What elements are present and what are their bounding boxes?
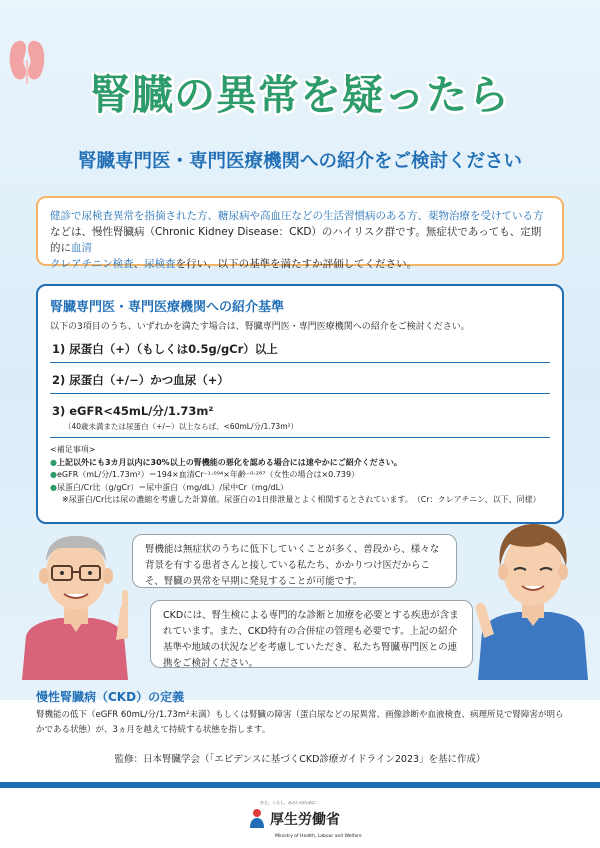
speech-bubble-right: CKDには、腎生検による専門的な診断と加療を必要とする疾患が含まれています。また、CKD特有の合併症の管理も必要です。上記の紹介基準や地域の状況などを考慮していただき、私たち腎臓専門医との連携をご検討ください。: [150, 600, 473, 668]
ckd-definition-text: 腎機能の低下（eGFR 60mL/分/1.73m²未満）もしくは腎臓の障害（蛋白尿などの尿異常、画像診断や血液検査、病理所見で腎障害が明らかである状態）が、3ヵ月を越えて持続する状態を指します。: [36, 710, 564, 735]
criteria-item-3: 3) eGFR<45mL/分/1.73m² （40歳未満または尿蛋白（+/−）以上ならば、<60mL/分/1.73m²）: [50, 394, 550, 438]
page-title: 腎臓の異常を疑ったら: [90, 71, 510, 119]
criteria-item-1: 1) 尿蛋白（+）（もしくは0.5g/gCr）以上: [50, 332, 550, 363]
logo-tagline: ひと、くらし、みらいのために: [260, 800, 316, 805]
criteria-title: 腎臓専門医・専門医療機関への紹介基準: [50, 300, 285, 315]
footer-band: [0, 782, 600, 788]
intro-box: [36, 196, 564, 270]
mhlw-emblem-icon: [248, 808, 266, 830]
intro-line1: 健診で尿検査異常を指摘された方、糖尿病や高血圧などの生活習慣病のある方、薬物治療を受けている方: [50, 210, 544, 222]
criteria-item-2: 2) 尿蛋白（+/−）かつ血尿（+）: [50, 363, 550, 394]
criteria-lead: 以下の3項目のうち、いずれかを満たす場合は、腎臓専門医・専門医療機関への紹介をご検討ください。: [50, 322, 470, 332]
page-subtitle: 腎臓専門医・専門医療機関への紹介をご検討ください: [77, 151, 522, 172]
ckd-definition-title: 慢性腎臓病（CKD）の定義: [36, 690, 185, 704]
speech-bubble-left: 腎機能は無症状のうちに低下していくことが多く、普段から、様々な背景を有する患者さんと接している私たち、かかりつけ医だからこそ、腎臓の異常を早期に発見することが可能です。: [132, 534, 457, 588]
criteria-notes: <補足事項> ●上記以外にも3カ月以内に30%以上の腎機能の悪化を認める場合には速やかにご紹介ください。 ●eGFR（mL/分/1.73m²）＝194×血清Cr⁻¹·⁰⁹⁴×年齢⁻⁰·²⁸⁷（女性の場合は×0.739） ●尿蛋白/Cr比（g/gCr）＝尿中蛋白（mg/dL）/尿中Cr（mg/dL） ※尿蛋白/Cr比は尿の濃縮を考慮した計算値。尿蛋白の1日排泄量とよく相関するとされています。 （Cr：クレアチニン、以下、同様）: [50, 445, 541, 504]
doctor-right-illustration: [470, 514, 596, 680]
intro-line3: クレアチニン検査、尿検査を行い、以下の基準を満たすか評価してください。: [50, 258, 418, 270]
criteria-box: [36, 284, 564, 524]
supervision-credit: 監修：日本腎臓学会（「エビデンスに基づくCKD診療ガイドライン2023」を基に作成）: [114, 754, 486, 765]
logo-english: Ministry of Health, Labour and Welfare: [275, 834, 362, 839]
intro-line2: などは、慢性腎臓病（Chronic Kidney Disease：CKD）のハイリスク群です。無症状であっても、定期的に血清: [50, 226, 542, 254]
doctor-left-illustration: [16, 528, 136, 680]
mhlw-logo: [248, 808, 340, 830]
logo-name: 厚生労働省: [270, 812, 340, 828]
